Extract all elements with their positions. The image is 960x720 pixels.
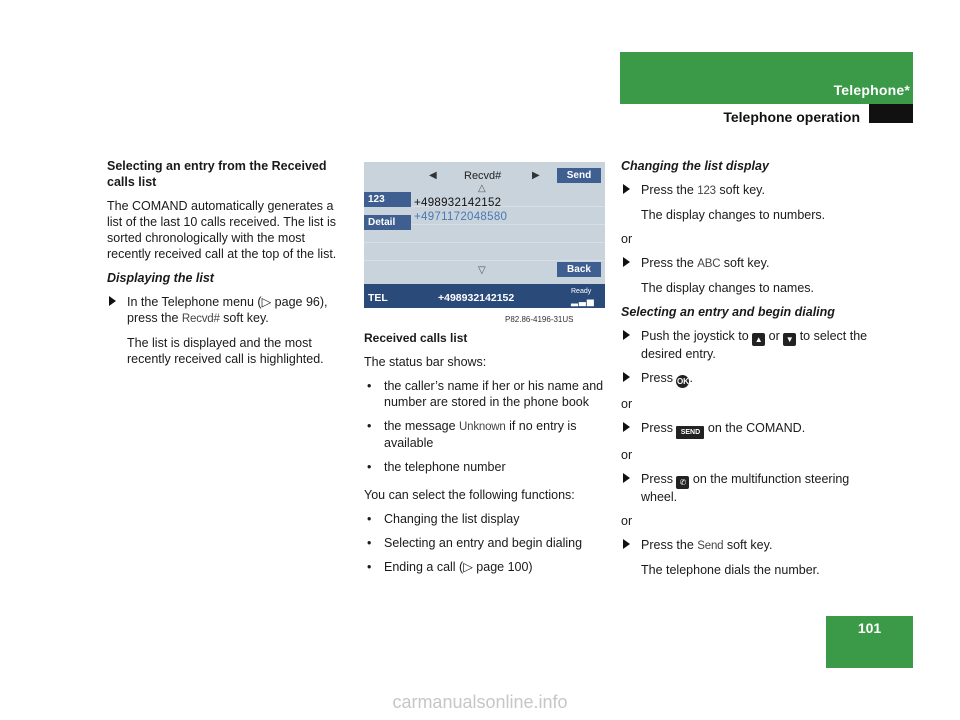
step-result: The telephone dials the number. bbox=[641, 563, 820, 577]
bullet-icon: • bbox=[367, 419, 372, 433]
bullet-item: • the telephone number bbox=[367, 460, 506, 474]
list-item-highlighted: +498932142152 bbox=[414, 197, 502, 209]
step-result: The list is displayed and the most recently received call is highlighted. bbox=[127, 336, 324, 366]
step-arrow-icon bbox=[623, 473, 630, 483]
status-number: +498932142152 bbox=[438, 292, 515, 304]
or-separator: or bbox=[621, 397, 633, 411]
arrow-down-icon: ▽ bbox=[478, 265, 486, 276]
step-arrow-icon bbox=[109, 296, 116, 306]
step-arrow-icon bbox=[623, 184, 630, 194]
column-left bbox=[107, 158, 352, 375]
softkey-123: 123 bbox=[364, 192, 411, 207]
display-title: Recvd# bbox=[464, 170, 502, 182]
softkey-send: Send bbox=[557, 168, 601, 183]
step-press-send-key: Press SEND on the COMAND. bbox=[621, 420, 871, 439]
bullet-icon: • bbox=[367, 379, 372, 393]
joystick-up-icon: ▲ bbox=[752, 333, 765, 346]
bullet-item: • Changing the list display bbox=[367, 512, 520, 526]
status-ready: Ready bbox=[571, 288, 592, 295]
functions-intro: You can select the following functions: bbox=[364, 488, 575, 502]
signal-strength-icon: ▂▃▅ bbox=[571, 296, 595, 306]
status-intro: The status bar shows: bbox=[364, 355, 487, 369]
step-press-abc: Press the ABC soft key. bbox=[621, 255, 871, 272]
bullet-icon: • bbox=[367, 460, 372, 474]
or-separator: or bbox=[621, 514, 633, 528]
subheading-changing-display: Changing the list display bbox=[621, 159, 769, 173]
footer-watermark: carmanualsonline.info bbox=[392, 692, 568, 712]
list-item: +4971172048580 bbox=[414, 211, 508, 223]
softkey-label: ABC bbox=[697, 258, 721, 270]
softkey-detail: Detail bbox=[364, 215, 411, 230]
step-press-wheel-phone: Press ✆ on the multifunction steering wheel. bbox=[621, 471, 871, 505]
heading-received-calls: Selecting an entry from the Received calls list bbox=[107, 159, 327, 189]
step-press-123: Press the 123 soft key. bbox=[621, 182, 871, 199]
softkey-label: Send bbox=[697, 540, 724, 552]
step-result: The display changes to names. bbox=[641, 281, 815, 295]
message-label: Unknown bbox=[459, 421, 506, 433]
step-arrow-icon bbox=[623, 330, 630, 340]
chapter-title: Telephone* bbox=[833, 82, 910, 98]
softkey-label: 123 bbox=[697, 185, 716, 197]
step-result: The display changes to numbers. bbox=[641, 208, 826, 222]
image-code: P82.86-4196-31US bbox=[505, 315, 574, 324]
comand-display-image bbox=[364, 162, 605, 308]
column-right bbox=[621, 158, 871, 586]
send-key-icon: SEND bbox=[676, 426, 704, 439]
bullet-icon: • bbox=[367, 512, 372, 526]
phone-handset-icon: ✆ bbox=[676, 476, 689, 489]
or-separator: or bbox=[621, 232, 633, 246]
softkey-label: Recvd# bbox=[181, 313, 220, 325]
arrow-up-icon: △ bbox=[478, 183, 486, 194]
status-label: TEL bbox=[368, 292, 388, 304]
step-arrow-icon bbox=[623, 257, 630, 267]
step-joystick: Push the joystick to ▲ or ▼ to select the desired entry. bbox=[621, 328, 871, 362]
section-title: Telephone operation bbox=[723, 109, 860, 125]
intro-paragraph: The COMAND automatically generates a list of the last 10 calls received. The list is sorted chronologically with the most recently received call at the top of the list. bbox=[107, 199, 337, 261]
bullet-icon: • bbox=[367, 536, 372, 550]
softkey-back: Back bbox=[557, 262, 601, 277]
ok-button-icon: OK bbox=[676, 377, 689, 386]
joystick-down-icon: ▼ bbox=[783, 333, 796, 346]
bullet-item: • the caller’s name if her or his name and number are stored in the phone book bbox=[367, 379, 604, 409]
subheading-selecting-entry: Selecting an entry and begin dialing bbox=[621, 305, 835, 319]
bullet-icon: • bbox=[367, 560, 372, 574]
page-number: 101 bbox=[857, 620, 882, 636]
step-arrow-icon bbox=[623, 372, 630, 382]
arrow-right-icon: ▶ bbox=[532, 170, 540, 181]
page-reference[interactable]: ▷ page 96), bbox=[261, 295, 328, 309]
bullet-item: • the message Unknown if no entry is available bbox=[367, 419, 577, 450]
image-caption: Received calls list bbox=[364, 331, 468, 345]
step-arrow-icon bbox=[623, 539, 630, 549]
step-press-ok: Press OK. bbox=[621, 370, 871, 388]
bullet-item: • Selecting an entry and begin dialing bbox=[367, 536, 583, 550]
arrow-left-icon: ◀ bbox=[429, 170, 437, 181]
step-arrow-icon bbox=[623, 422, 630, 432]
column-middle bbox=[364, 330, 609, 583]
status-bar bbox=[364, 284, 605, 308]
step-open-list: In the Telephone menu (▷ page 96), press the Recvd# soft key. bbox=[107, 294, 352, 327]
or-separator: or bbox=[621, 448, 633, 462]
subheading-displaying-list: Displaying the list bbox=[107, 271, 214, 285]
header-black-tab bbox=[869, 104, 913, 123]
step-press-send-softkey: Press the Send soft key. bbox=[621, 537, 871, 554]
bullet-item: • Ending a call (▷ page 100) bbox=[367, 560, 533, 574]
